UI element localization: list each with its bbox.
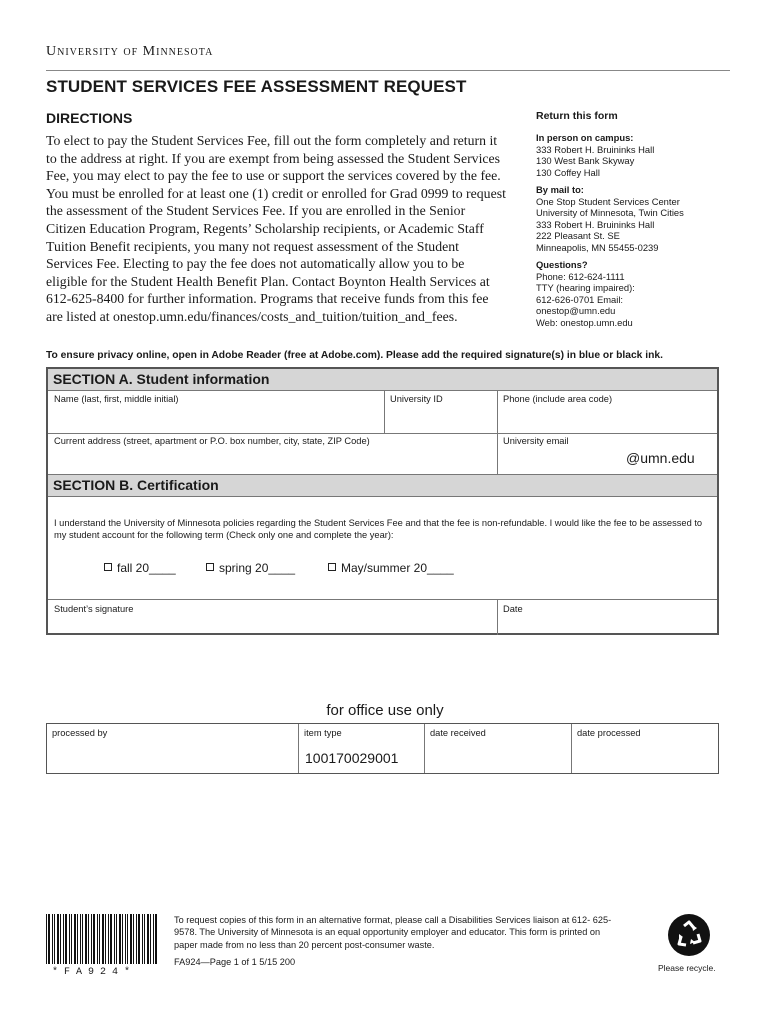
barcode-number: *FA924*	[52, 967, 137, 978]
divider	[571, 724, 572, 773]
section-a-heading: SECTION A. Student information	[48, 369, 717, 390]
recycle-icon	[668, 914, 710, 956]
date-received-label: date received	[430, 728, 486, 738]
university-id-label: University ID	[390, 394, 443, 404]
divider	[48, 433, 717, 434]
certification-statement: I understand the University of Minnesota policies regarding the Student Services Fee and that the fee is non-refundable. I would like the fee to be assessed to my student account for the following term (Check only one and complete the year):	[54, 518, 703, 540]
questions-label: Questions?	[536, 259, 588, 270]
divider	[298, 724, 299, 773]
address-field[interactable]	[49, 447, 495, 473]
divider	[48, 599, 717, 600]
university-name: University of Minnesota	[46, 44, 214, 59]
form-id: FA924—Page 1 of 1 5/15 200	[174, 957, 296, 967]
email-label: University email	[503, 436, 569, 446]
questions-line: Phone: 612-624-1111	[536, 270, 625, 282]
office-use-box	[46, 723, 719, 774]
questions-line: 612-626-0701 Email:	[536, 293, 624, 305]
form-title: STUDENT SERVICES FEE ASSESSMENT REQUEST	[46, 77, 467, 96]
signature-field[interactable]	[49, 615, 495, 634]
item-type-label: item type	[304, 728, 342, 738]
barcode-image	[46, 914, 158, 964]
mail-line: 333 Robert H. Bruininks Hall	[536, 218, 655, 230]
accessibility-note: To request copies of this form in an alternative format, please call a Disabilities Services liaison at 612- 625-9578. The University of Minnesota is an equal opportunity employer and educator. This form is printed on paper made from no less than 20 percent post-consumer waste.	[174, 915, 612, 950]
term-option-fall[interactable]	[104, 561, 176, 575]
divider	[48, 390, 717, 391]
student-form	[46, 367, 719, 635]
divider	[384, 390, 385, 433]
checkbox-icon[interactable]	[328, 563, 336, 571]
questions-line: Web: onestop.umn.edu	[536, 316, 633, 328]
name-field[interactable]	[49, 404, 382, 432]
privacy-note: To ensure privacy online, open in Adobe Reader (free at Adobe.com). Please add the required signature(s) in blue or black ink.	[46, 350, 663, 361]
term-option-summer[interactable]	[328, 561, 454, 575]
mail-label: By mail to:	[536, 184, 584, 195]
phone-label: Phone (include area code)	[503, 394, 613, 404]
date-field[interactable]	[499, 615, 717, 634]
in-person-line: 130 Coffey Hall	[536, 166, 600, 178]
date-label: Date	[503, 604, 523, 614]
in-person-block	[536, 132, 654, 178]
mail-line: 222 Pleasant St. SE	[536, 230, 620, 242]
term-option-spring[interactable]	[206, 561, 295, 575]
term-option-label: spring 20____	[219, 561, 296, 575]
phone-field[interactable]	[499, 404, 717, 432]
address-label: Current address (street, apartment or P.O. box number, city, state, ZIP Code)	[54, 436, 370, 446]
checkbox-icon[interactable]	[104, 563, 112, 571]
mail-block	[536, 184, 684, 254]
divider	[424, 724, 425, 773]
email-field[interactable]	[499, 447, 619, 473]
date-processed-label: date processed	[577, 728, 641, 738]
mail-line: University of Minnesota, Twin Cities	[536, 207, 684, 219]
return-heading: Return this form	[536, 110, 618, 122]
in-person-label: In person on campus:	[536, 132, 634, 143]
term-option-label: fall 20____	[117, 561, 176, 575]
questions-line: TTY (hearing impaired):	[536, 282, 635, 294]
questions-block	[536, 259, 635, 329]
office-use-heading: for office use only	[326, 702, 444, 719]
mail-line: One Stop Student Services Center	[536, 195, 680, 207]
checkbox-icon[interactable]	[206, 563, 214, 571]
section-b-heading: SECTION B. Certification	[48, 475, 717, 496]
header-rule	[46, 70, 730, 71]
divider	[497, 390, 498, 474]
signature-label: Student’s signature	[54, 604, 134, 614]
mail-line: Minneapolis, MN 55455-0239	[536, 241, 659, 253]
recycle-note: Please recycle.	[658, 963, 716, 973]
directions-heading: DIRECTIONS	[46, 110, 133, 126]
divider	[48, 496, 717, 497]
email-domain-suffix: @umn.edu	[626, 450, 695, 466]
in-person-line: 333 Robert H. Bruininks Hall	[536, 143, 655, 155]
in-person-line: 130 West Bank Skyway	[536, 155, 635, 167]
item-type-value: 100170029001	[305, 750, 399, 766]
questions-line: onestop@umn.edu	[536, 305, 616, 317]
term-option-label: May/summer 20____	[341, 561, 454, 575]
directions-text: To elect to pay the Student Services Fee, fill out the form completely and return it to the address at right. If you are exempt from being assessed the Student Services Fee, you may elect to pay the fee to use or support the services covered by the fee. You must be enrolled for at least one (1) credit or enrolled for Grad 0999 to request the assessment of the Student Services Fee. If you are enrolled in the Senior Citizen Education Program, Regents’ Scholarship recipients, or Academic Staff Tuition Benefit recipients, you many not request assessment of the Student Services Fee. Electing to pay the fee does not automatically allow you to be eligible for the Student Health Benefit Plan. Contact Boynton Health Services at 612-625-8400 for further information. Programs that receive funds from this fee are listed at onestop.umn.edu/finances/costs_and_tuition/tuition_and_fees.	[46, 133, 506, 324]
name-field-label: Name (last, first, middle initial)	[54, 394, 179, 404]
divider	[497, 599, 498, 635]
university-id-field[interactable]	[386, 404, 495, 432]
processed-by-label: processed by	[52, 728, 108, 738]
